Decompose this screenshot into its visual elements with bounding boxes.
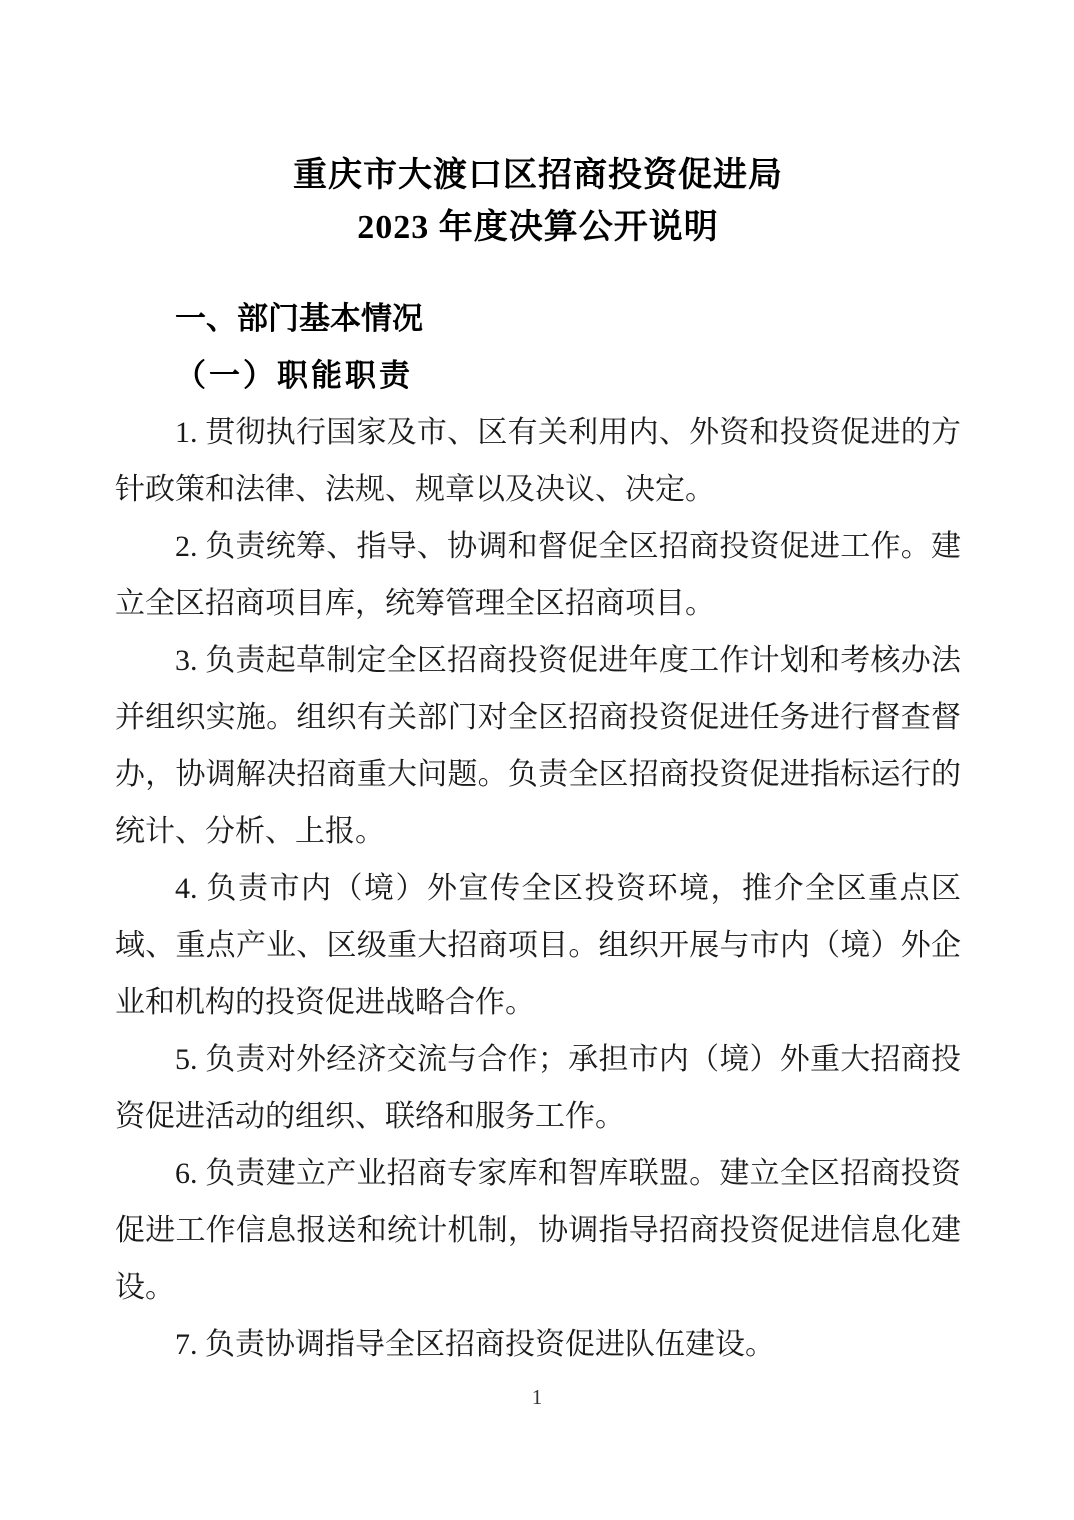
body-paragraph-6: 6. 负责建立产业招商专家库和智库联盟。建立全区招商投资促进工作信息报送和统计机制，协调指导招商投资促进信息化建设。 — [115, 1157, 961, 1304]
body-paragraph-2: 2. 负责统筹、指导、协调和督促全区招商投资促进工作。建立全区招商项目库，统筹管理全区招商项目。 — [115, 530, 961, 620]
body-paragraph-1: 1. 贯彻执行国家及市、区有关利用内、外资和投资促进的方针政策和法律、法规、规章以及决议、决定。 — [115, 416, 961, 506]
body-paragraph-3: 3. 负责起草制定全区招商投资促进年度工作计划和考核办法并组织实施。组织有关部门对全区招商投资促进任务进行督查督办，协调解决招商重大问题。负责全区招商投资促进指标运行的统计、分析、上报。 — [115, 644, 961, 848]
section-heading-department-basic-info: 一、部门基本情况 — [175, 301, 423, 336]
body-paragraph-4: 4. 负责市内（境）外宣传全区投资环境，推介全区重点区域、重点产业、区级重大招商项目。组织开展与市内（境）外企业和机构的投资促进战略合作。 — [115, 872, 961, 1019]
body-paragraph-5: 5. 负责对外经济交流与合作；承担市内（境）外重大招商投资促进活动的组织、联络和服务工作。 — [115, 1043, 961, 1133]
page-number: 1 — [531, 1385, 543, 1409]
subsection-heading-duties: （一）职能职责 — [175, 358, 413, 393]
body-paragraph-7: 7. 负责协调指导全区招商投资促进队伍建设。 — [175, 1328, 775, 1361]
document-title-line-2: 2023 年度决算公开说明 — [357, 209, 719, 246]
document-title-line-1: 重庆市大渡口区招商投资促进局 — [293, 157, 783, 194]
